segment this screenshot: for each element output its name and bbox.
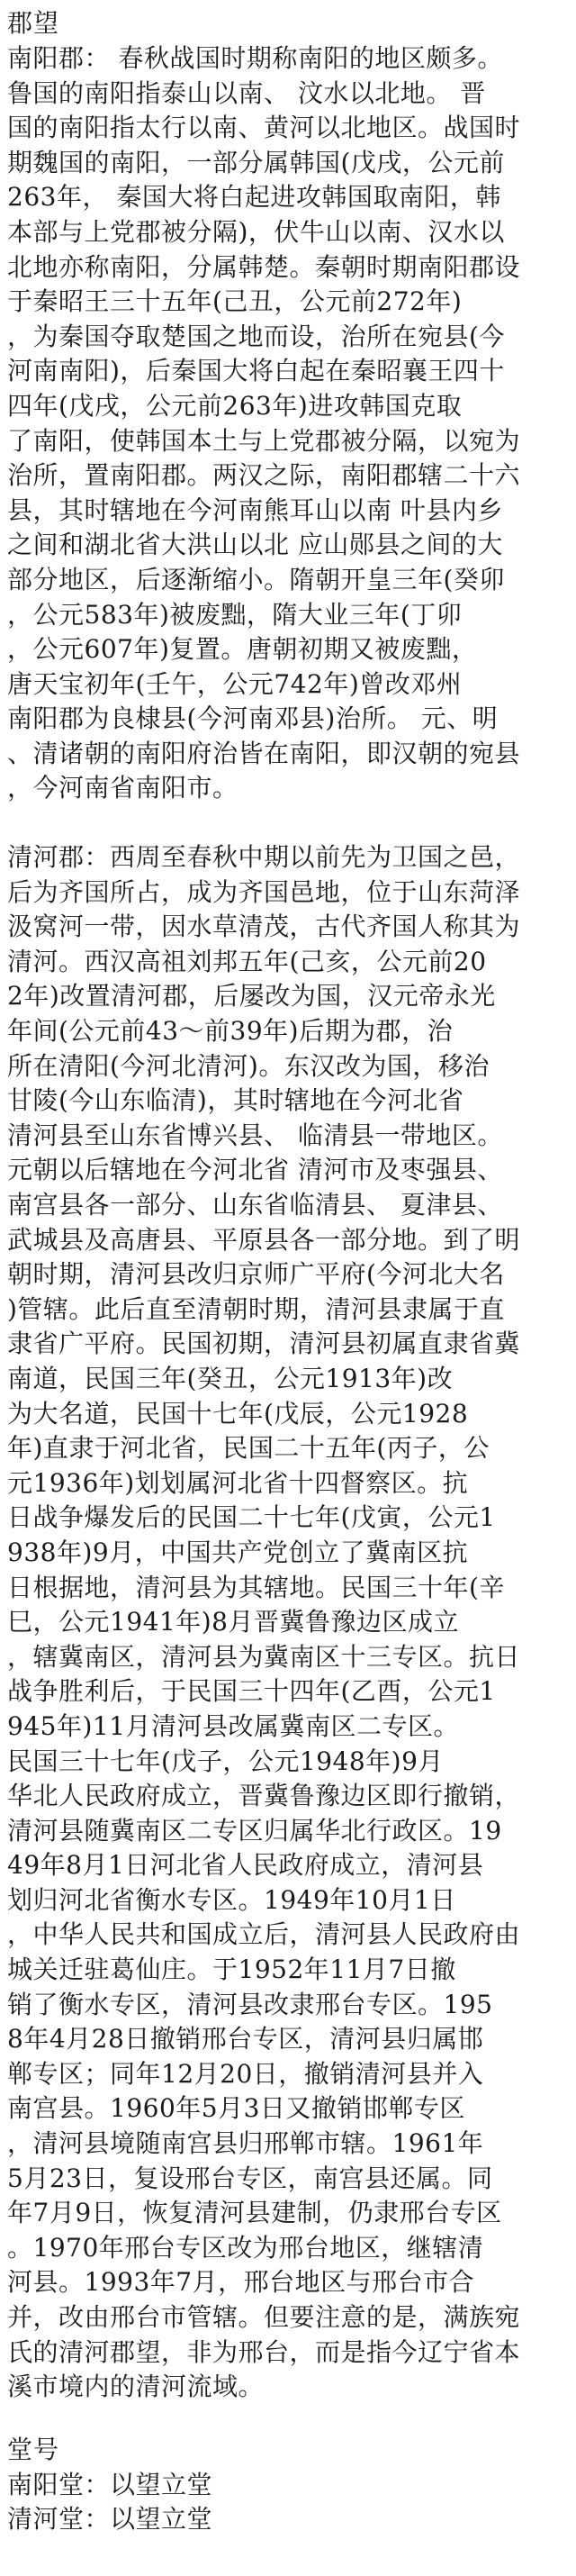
text-line: 汲窝河一带，因水草清茂，古代齐国人称其为 bbox=[7, 912, 521, 942]
text-line: ，为秦国夺取楚国之地而设，治所在宛县(今 bbox=[7, 321, 505, 351]
text-line: 划归河北省衡水专区。1949年10月1日 bbox=[7, 1884, 456, 1915]
text-line: 之间和湖北省大洪山以北 应山郧县之间的大 bbox=[7, 530, 503, 560]
tanghao-item: 清河堂：以望立堂 bbox=[7, 2504, 213, 2535]
nanyang-paragraph bbox=[7, 41, 569, 806]
text-line: 民国三十七年(戊子，公元1948年)9月 bbox=[7, 1746, 444, 1776]
text-line: 巳，公元1941年)8月晋冀鲁豫边区成立 bbox=[7, 1607, 459, 1637]
text-line: 为大名道，民国十七年(戊辰，公元1928 bbox=[7, 1398, 469, 1429]
text-line: 263年， 秦国大将白起进攻韩国取南阳，韩 bbox=[7, 182, 501, 213]
qinghe-paragraph bbox=[7, 840, 569, 2405]
text-line: 南宫县各一部分、山东省临清县、 夏津县、 bbox=[7, 1190, 503, 1220]
text-line: ，清河县境随南宫县归邢郸市辖。1961年 bbox=[7, 2128, 484, 2159]
section-title-junwang: 郡望 bbox=[7, 8, 60, 38]
text-line: 元1936年)划划属河北省十四督察区。抗 bbox=[7, 1467, 469, 1498]
text-line: 朝时期，清河县改归京师广平府(今河北大名 bbox=[7, 1259, 505, 1290]
text-line: 年)直隶于河北省，民国二十五年(丙子，公 bbox=[7, 1433, 490, 1464]
text-line: 南宫县。1960年5月3日又撤销邯郸专区 bbox=[7, 2093, 465, 2124]
text-line: 销了衡水专区，清河县改隶邢台专区。195 bbox=[7, 1989, 493, 2019]
paragraph-gap bbox=[7, 2405, 569, 2432]
text-line: 清河郡：西周至春秋中期以前先为卫国之邑， bbox=[7, 842, 521, 873]
text-line: 城关迁驻葛仙庄。于1952年11月7日撤 bbox=[7, 1955, 456, 1985]
text-line: 溪市境内的清河流域。 bbox=[7, 2372, 265, 2402]
text-line: 元朝以后辖地在今河北省 清河市及枣强县、 bbox=[7, 1155, 503, 1185]
text-line: 后为齐国所占，成为齐国邑地，位于山东菏泽 bbox=[7, 876, 521, 907]
text-line: 河县。1993年7月，邢台地区与邢台市合 bbox=[7, 2267, 475, 2298]
text-line: ，辖冀南区，清河县为冀南区十三专区。抗日 bbox=[7, 1641, 521, 1672]
text-line: 清河县至山东省博兴县、 临清县一带地区。 bbox=[7, 1120, 503, 1150]
text-line: 氏的清河郡望，非为邢台，而是指今辽宁省本 bbox=[7, 2336, 521, 2367]
text-line: 武城县及高唐县、平原县各一部分地。到了明 bbox=[7, 1224, 521, 1255]
text-line: 、清诸朝的南阳府治皆在南阳，即汉朝的宛县 bbox=[7, 738, 521, 768]
text-line: 所在清阳(今河北清河)。东汉改为国，移治 bbox=[7, 1050, 490, 1081]
text-line: 华北人民政府成立，晋冀鲁豫边区即行撤销， bbox=[7, 1781, 521, 1811]
text-line: 5月23日，复设邢台专区，南宫县还属。同 bbox=[7, 2163, 493, 2193]
text-line: 治所，置南阳郡。两汉之际，南阳郡辖二十六 bbox=[7, 460, 521, 491]
text-line: 日根据地，清河县为其辖地。民国三十年(辛 bbox=[7, 1572, 505, 1602]
text-line: ，公元607年)复置。唐朝初期又被废黜， bbox=[7, 634, 478, 665]
text-line: 战争胜利后，于民国三十四年(乙酉，公元1 bbox=[7, 1676, 496, 1707]
text-line: 北地亦称南阳，分属韩楚。秦朝时期南阳郡设 bbox=[7, 251, 521, 282]
text-line: 部分地区，后逐渐缩小。隋朝开皇三年(癸卯 bbox=[7, 564, 505, 594]
text-line: 清河县随冀南区二专区归属华北行政区。19 bbox=[7, 1815, 502, 1846]
tanghao-item: 南阳堂：以望立堂 bbox=[7, 2469, 213, 2499]
text-line: ，公元583年)被废黜，隋大业三年(丁卯 bbox=[7, 599, 463, 630]
text-line: 49年8月1日河北省人民政府成立，清河县 bbox=[7, 1850, 484, 1881]
text-line: 隶省广平府。民国初期，清河县初属直隶省冀 bbox=[7, 1329, 521, 1359]
text-line: 南阳郡为良棣县(今河南邓县)治所。 元、明 bbox=[7, 703, 499, 734]
paragraph-gap bbox=[7, 806, 569, 840]
text-line: 。1970年邢台专区改为邢台地区，继辖清 bbox=[7, 2232, 484, 2263]
text-line: 年间(公元前43～前39年)后期为郡，治 bbox=[7, 1016, 454, 1047]
text-line: 河南南阳)，后秦国大将白起在秦昭襄王四十 bbox=[7, 356, 505, 386]
text-line: 8年4月28日撤销邢台专区，清河县归属邯 bbox=[7, 2024, 484, 2054]
text-line: 南阳郡： 春秋战国时期称南阳的地区颇多。 bbox=[7, 43, 503, 73]
text-line: 鲁国的南阳指泰山以南、 汶水以北地。 晋 bbox=[7, 77, 486, 108]
text-line: 郸专区；同年12月20日，撤销清河县并入 bbox=[7, 2058, 484, 2089]
text-line: 日战争爆发后的民国二十七年(戊寅，公元1 bbox=[7, 1502, 496, 1533]
text-line: ，今河南省南阳市。 bbox=[7, 773, 238, 803]
text-line: 并，改由邢台市管辖。但要注意的是，满族宛 bbox=[7, 2302, 521, 2332]
text-line: 2年)改置清河郡，后屡改为国，汉元帝永光 bbox=[7, 981, 496, 1011]
text-line: 于秦昭王三十五年(己丑，公元前272年) bbox=[7, 286, 463, 317]
text-line: 国的南阳指太行以南、黄河以北地区。战国时 bbox=[7, 113, 521, 143]
text-line: )管辖。此后直至清朝时期，清河县隶属于直 bbox=[7, 1293, 505, 1324]
text-line: 本部与上党郡被分隔)，伏牛山以南、汉水以 bbox=[7, 216, 505, 247]
tanghao-list bbox=[7, 2468, 569, 2537]
text-line: 甘陵(今山东临清)，其时辖地在今河北省 bbox=[7, 1085, 464, 1116]
text-line: 了南阳，使韩国本土与上党郡被分隔，以宛为 bbox=[7, 425, 521, 456]
text-line: 945年)11月清河县改属冀南区二专区。 bbox=[7, 1710, 459, 1741]
text-line: ，中华人民共和国成立后，清河县人民政府由 bbox=[7, 1919, 521, 1950]
text-line: 清河。西汉高祖刘邦五年(己亥，公元前20 bbox=[7, 946, 487, 976]
text-line: 938年)9月，中国共产党创立了冀南区抗 bbox=[7, 1537, 469, 1567]
text-line: 南道，民国三年(癸丑，公元1913年)改 bbox=[7, 1363, 454, 1393]
section-title-tanghao: 堂号 bbox=[7, 2434, 60, 2464]
text-line: 期魏国的南阳，一部分属韩国(戊戌，公元前 bbox=[7, 147, 505, 177]
text-line: 县，其时辖地在今河南熊耳山以南 叶县内乡 bbox=[7, 494, 503, 525]
text-line: 四年(戊戌，公元前263年)进攻韩国克取 bbox=[7, 390, 463, 421]
text-line: 唐天宝初年(壬午，公元742年)曾改邓州 bbox=[7, 668, 463, 699]
text-line: 年7月9日，恢复清河县建制，仍隶邢台专区 bbox=[7, 2198, 502, 2228]
